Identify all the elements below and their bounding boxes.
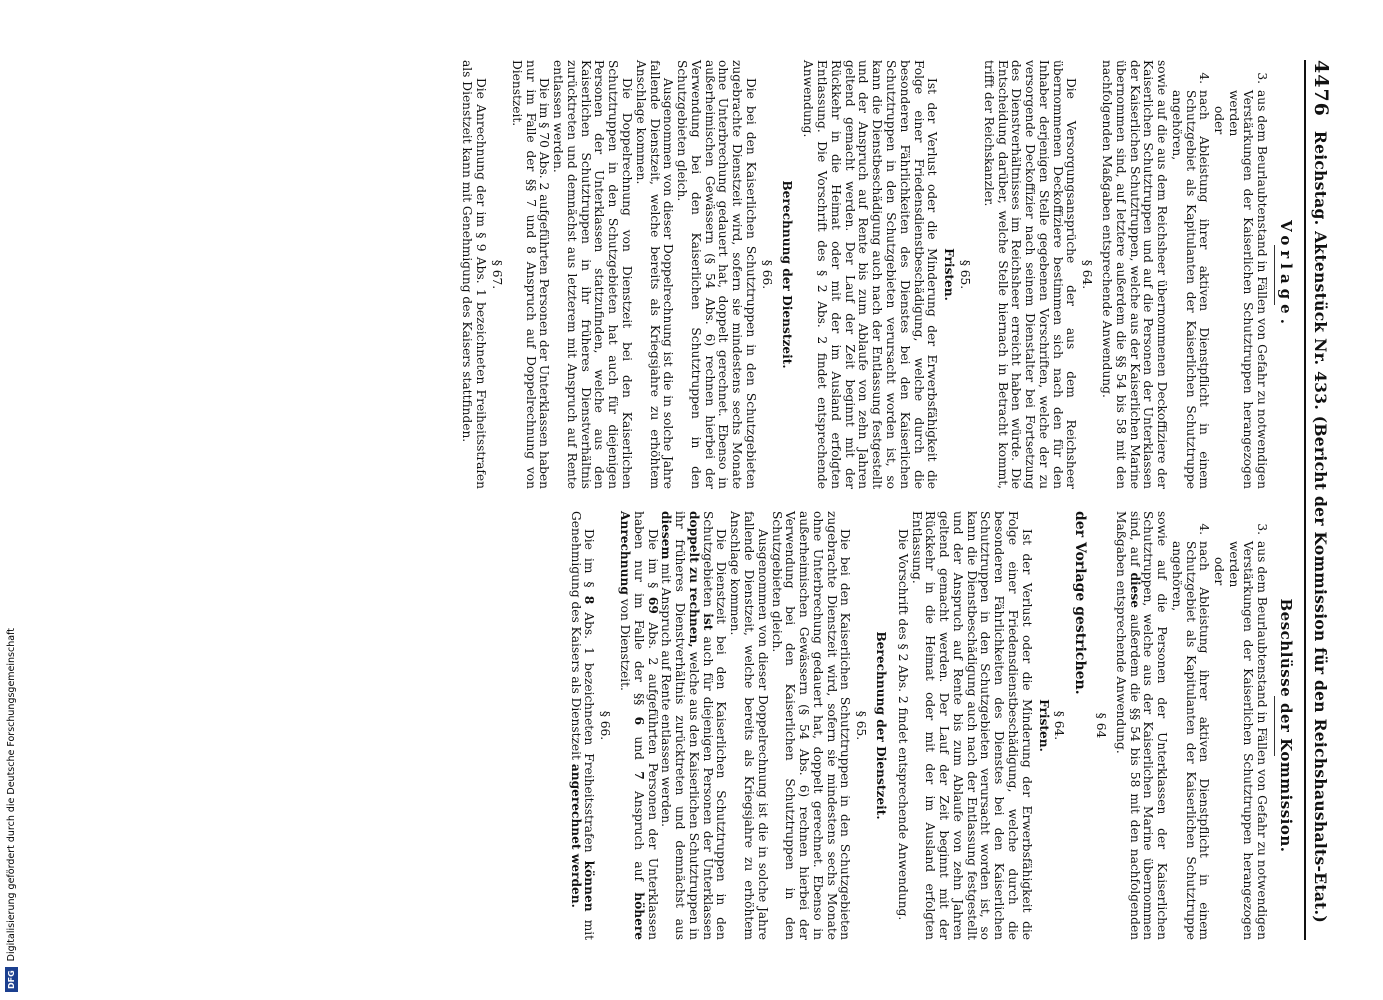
section-number: § 65. — [854, 710, 869, 741]
paragraph: Die Doppelrechnung von Dienstzeit bei den Kaiserlichen Schutztruppen in den Schutzgebieten hat auch für diejenigen Personen der Unterklassen stattzufinden, welche aus den Kaiserlichen Schutztruppen in ihr früheres Dienstverhältnis zurücktreten und demnächst aus letzterem mit Anspruch auf Rente entlassen werden. — [551, 60, 634, 489]
heading-rule — [1274, 696, 1275, 756]
section-number: § 64 — [1094, 712, 1108, 739]
footer-text: Digitalisierung gefördert durch die Deutsche Forschungsgemeinschaft — [5, 628, 17, 962]
subheading-fristen: Fristen. — [942, 248, 957, 301]
subheading-fristen: Fristen. — [1036, 699, 1051, 752]
conjunction: oder — [1212, 557, 1227, 586]
section-number: § 64. — [1080, 259, 1095, 290]
paragraph: Die im § 69 Abs. 2 aufgeführten Personen der Unterklassen haben nur im Falle der §§ 6 und 7 Anspruch auf höhere Anrechnung von Dienstzeit. — [617, 511, 660, 941]
list-item: 3. aus dem Beurlaubtenstand in Fällen von Gefahr zu notwendigen Verstärkungen der Kaiserlichen Schutztruppen herangezogen werden — [1227, 72, 1269, 489]
list-item: 3. aus dem Beurlaubtenstand in Fällen von Gefahr zu notwendigen Verstärkungen der Kaiserlichen Schutztruppen herangezogen werden — [1227, 523, 1269, 940]
paragraph: Die Dienstzeit bei den Kaiserlichen Schutztruppen in den Schutzgebieten ist auch für diejenigen Personen der Unterklassen doppelt zu rechnen, welche aus den Kaiserlichen Schutztruppen in ihr früheres Dienstverhältnis zurücktreten und demnächst aus diesem mit Anspruch auf Rente entlassen werden. — [659, 511, 729, 941]
paragraph: Ausgenommen von dieser Doppelrechnung ist die in solche Jahre fallende Dienstzeit, welche bereits als Kriegsjahre zu erhöhtem Anschlage kommen. — [728, 511, 770, 940]
page-header — [1304, 60, 1331, 940]
conjunction: oder — [1212, 106, 1227, 135]
section-number: § 64. — [1052, 710, 1067, 741]
column-heading-beschluesse: Beschlüsse der Kommission. — [1276, 598, 1295, 853]
column-beschluesse — [460, 511, 1298, 940]
section-number: § 66. — [598, 710, 613, 741]
section-heading-dienstzeit: Berechnung der Dienstzeit. — [779, 180, 794, 369]
page-title: Reichstag. Aktenstück Nr. 433. (Bericht der Kommission für den Reichshaushalts-Etat.) — [1311, 130, 1330, 923]
list-item: 4. nach Ableistung ihrer aktiven Dienstpflicht in einem Schutzgebiet als Kapitulanten der Kaiserlichen Schutztruppe angehören, — [1169, 523, 1212, 940]
paragraph: Die im § 70 Abs. 2 aufgeführten Personen der Unterklassen haben nur im Falle der §§ 7 und 8 Anspruch auf Doppelrechnung von Dienstzeit. — [509, 60, 552, 489]
paragraph: Die im § 8 Abs. 1 bezeichneten Freiheitsstrafen können mit Genehmigung des Kaisers als Dienstzeit angerechnet werden. — [568, 511, 597, 941]
paragraph: Ist der Verlust oder die Minderung der Erwerbsfähigkeit die Folge einer Friedensdienstbeschädigung, welche durch die besonderen Fährlichkeiten des Dienstes bei den Kaiserlichen Schutztruppen in den Schutzgebieten verursacht worden ist, so kann die Dienstbeschädigung auch nach der Entlassung festgestellt und der Anspruch auf Rente bis zum Ablaufe von zehn Jahren geltend gemacht werden. Der Lauf der Zeit beginnt mit der Rückkehr in die Heimat oder mit der im Ausland erfolgten Entlassung. — [909, 511, 1034, 940]
paragraph: Die bei den Kaiserlichen Schutztruppen in den Schutzgebieten zugebrachte Dienstzeit wird, sofern sie mindestens sechs Monate ohne Unterbrechung gedauert hat, doppelt gerechnet. Ebenso in außerheimischen Gewässern (§ 54 Abs. 6) rechnen hierbei der Verwendung bei den Kaiserlichen Schutztruppen in den Schutzgebieten gleich. — [769, 511, 853, 940]
paragraph: sowie auf die aus dem Reichsheer übernommenen Deckoffiziere der Kaiserlichen Schutztruppen und auf die Personen der Unterklassen der Kaiserlichen Schutztruppen, welche aus der Kaiserlichen Marine übernommen sind, auf letztere außerdem die §§ 54 bis 58 mit den nachfolgenden Maßgaben entsprechende Anwendung. — [1100, 60, 1170, 489]
dfg-logo: DFG — [5, 967, 18, 992]
list-item: 4. nach Ableistung ihrer aktiven Dienstpflicht in einem Schutzgebiet als Kapitulanten der Kaiserlichen Schutztruppe angehören, — [1169, 72, 1212, 489]
paragraph: Die bei den Kaiserlichen Schutztruppen in den Schutzgebieten zugebrachte Dienstzeit wird, sofern sie mindestens sechs Monate ohne Unterbrechung gedauert hat, doppelt gerechnet. Ebenso in außerheimischen Gewässern (§ 54 Abs. 6) rechnen hierbei der Verwendung bei den Kaiserlichen Schutztruppen in den Schutzgebieten gleich. — [675, 60, 759, 489]
digitization-footer — [4, 0, 18, 1000]
paragraph: Die Vorschrift des § 2 Abs. 2 findet entsprechende Anwendung. — [895, 529, 910, 921]
paragraph: Die Versorgungsansprüche der aus dem Reichsheer übernommenen Deckoffiziere bestimmen sich nach den für den Inhaber derjenigen Stelle gegebenen Vorschriften, welche der zu versorgende Deckoffizier nach seinem Dienstalter bei Fortsetzung des Dienstverhältnisses im Reichsheer erreicht haben würde. Die Entscheidung darüber, welche Stelle hiernach in Betracht kommt, trifft der Reichskanzler. — [981, 60, 1079, 489]
deletion-note: der Vorlage gestrichen. — [1072, 511, 1089, 695]
heading-rule — [1274, 245, 1275, 305]
column-heading-vorlage: Vorlage. — [1276, 220, 1295, 329]
two-column-body — [460, 60, 1298, 940]
paragraph: Die Anrechnung der im § 9 Abs. 1 bezeichneten Freiheitsstrafen als Dienstzeit kann mit Genehmigung des Kaisers stattfinden. — [460, 60, 489, 489]
section-heading-dienstzeit: Berechnung der Dienstzeit. — [874, 631, 889, 820]
column-vorlage — [460, 60, 1298, 489]
section-number: § 67. — [489, 259, 504, 290]
page-number: 4476 — [1310, 60, 1332, 117]
paragraph: Ausgenommen von dieser Doppelrechnung ist die in solche Jahre fallende Dienstzeit, welche bereits als Kriegsjahre zu erhöhtem Anschlage kommen. — [633, 60, 676, 489]
paragraph: sowie auf die Personen der Unterklassen der Kaiserlichen Schutztruppen, welche aus der Kaiserlichen Marine übernommen sind, auf diese außerdem die §§ 54 bis 58 mit den nachfolgenden Maßgaben entsprechende Anwendung. — [1113, 511, 1170, 941]
paragraph: Ist der Verlust oder die Minderung der Erwerbsfähigkeit die Folge einer Friedensdienstbeschädigung, welche durch die besonderen Fährlichkeiten des Dienstes bei den Kaiserlichen Schutztruppen in den Schutzgebieten verursacht worden ist, so kann die Dienstbeschädigung auch nach der Entlassung festgestellt und der Anspruch auf Rente bis zum Ablaufe von zehn Jahren geltend gemacht werden. Der Lauf der Zeit beginnt mit der Rückkehr in die Heimat oder mit der im Ausland erfolgten Entlassung. Die Vorschrift des § 2 Abs. 2 findet entsprechende Anwendung. — [801, 60, 940, 489]
section-number: § 65. — [957, 259, 972, 290]
section-number: § 66. — [759, 259, 774, 290]
